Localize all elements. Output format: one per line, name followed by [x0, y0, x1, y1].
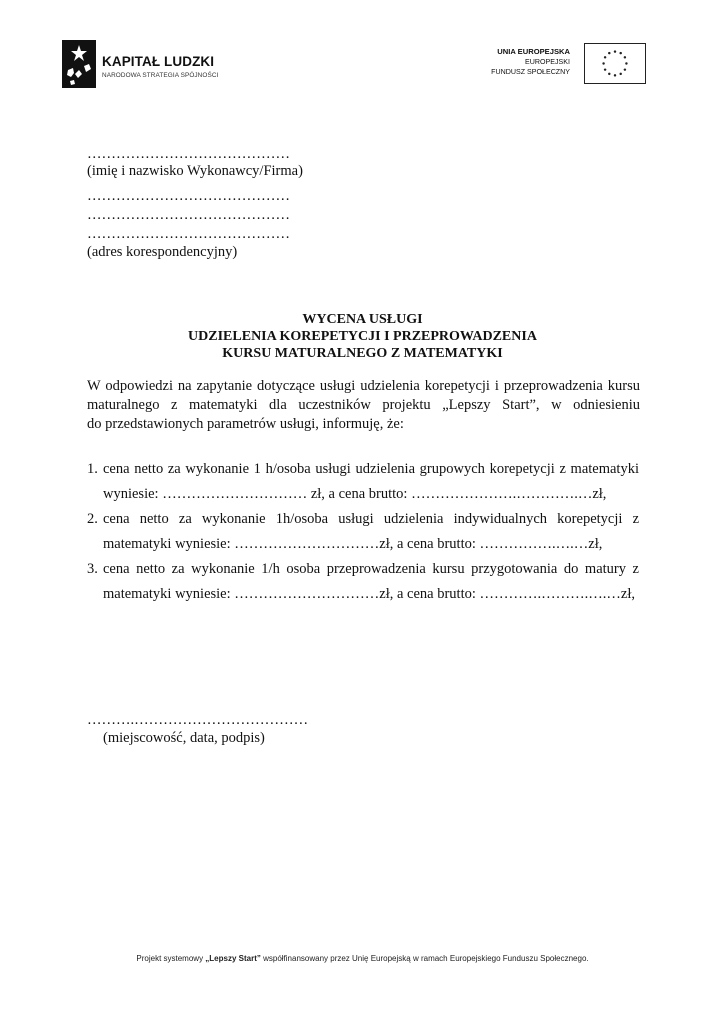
address-dots-2: …………………………………… [87, 207, 290, 223]
footer-suffix: współfinansowany przez Unię Europejską w ramach Europejskiego Funduszu Społecznego. [260, 954, 589, 963]
address-dots-3: …………………………………… [87, 226, 290, 242]
signature-label: (miejscowość, data, podpis) [103, 730, 265, 746]
document-title-line-2: UDZIELENIA KOREPETYCJI I PRZEPROWADZENIA [188, 329, 537, 344]
intro-line-1: W odpowiedzi na zapytanie dotyczące usługi udzielenia korepetycji i przeprowadzenia kursu [87, 378, 640, 394]
item-1-line-2: wyniesie: ………………………… zł, a cena brutto: ………………….………….…zł, [103, 486, 607, 502]
document-title-line-1: WYCENA USŁUGI [302, 312, 423, 327]
eu-logo [490, 43, 648, 86]
footer-prefix: Projekt systemowy [136, 954, 206, 963]
item-2-number: 2. [87, 511, 98, 527]
contractor-name-dots: …………………………………… [87, 146, 290, 162]
document-title-line-3: KURSU MATURALNEGO Z MATEMATYKI [222, 346, 503, 361]
footer [0, 954, 725, 963]
item-3-line-2: matematyki wyniesie: …………………………zł, a cena brutto: ………….……….….…zł, [103, 586, 635, 602]
kapital-ludzki-subtitle: NARODOWA STRATEGIA SPÓJNOŚCI [102, 72, 219, 79]
signature-dots: ……….……………………………… [87, 712, 309, 728]
intro-line-3: do przedstawionych parametrów usługi, informuję, że: [87, 416, 404, 432]
item-3-line-1: cena netto za wykonanie 1/h osoba przeprowadzenia kursu przygotowania do matury z [103, 561, 639, 577]
kapital-ludzki-title: KAPITAŁ LUDZKI [102, 54, 215, 69]
item-1-line-1: cena netto za wykonanie 1 h/osoba usługi udzielenia grupowych korepetycji z matematyki [103, 461, 639, 477]
item-3-number: 3. [87, 561, 98, 577]
item-2-line-2: matematyki wyniesie: …………………………zł, a cena brutto: …………….….…zł, [103, 536, 603, 552]
item-1-number: 1. [87, 461, 98, 477]
contractor-name-label: (imię i nazwisko Wykonawcy/Firma) [87, 163, 303, 179]
intro-line-2: maturalnego z matematyki dla uczestników projektu „Lepszy Start”, w odniesieniu [87, 397, 640, 413]
eu-line-1: UNIA EUROPEJSKA [497, 47, 570, 56]
kapital-ludzki-emblem-icon [62, 40, 96, 88]
eu-line-3: FUNDUSZ SPOŁECZNY [491, 68, 570, 76]
item-2-line-1: cena netto za wykonanie 1h/osoba usługi udzielenia indywidualnych korepetycji z [103, 511, 639, 527]
kapital-ludzki-logo [62, 40, 232, 90]
eu-text [491, 46, 570, 77]
eu-line-2: EUROPEJSKI [525, 58, 570, 66]
address-dots-1: …………………………………… [87, 188, 290, 204]
footer-project-name: „Lepszy Start” [205, 954, 261, 963]
eu-flag-icon [584, 43, 646, 84]
address-label: (adres korespondencyjny) [87, 244, 238, 260]
